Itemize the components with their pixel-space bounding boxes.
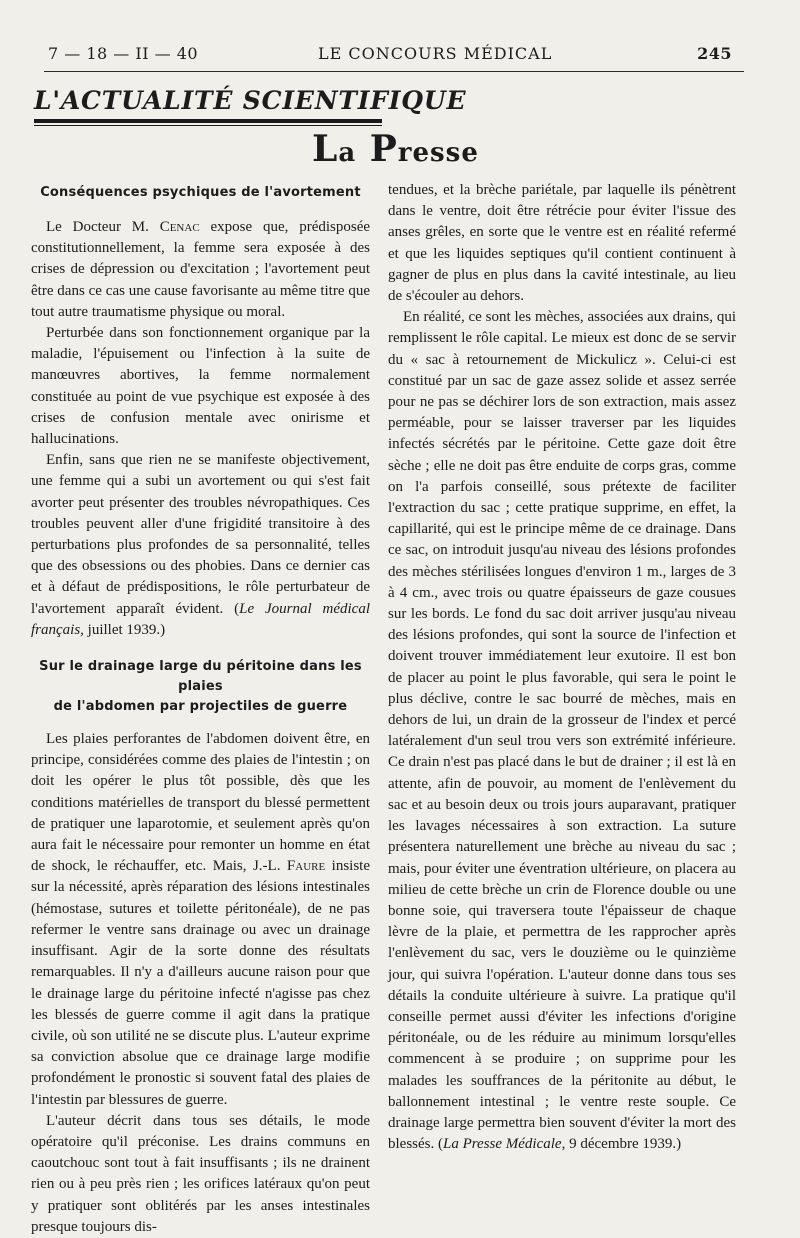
author-name: Faure [286, 858, 326, 875]
section-title: L'ACTUALITÉ SCIENTIFIQUE [34, 86, 467, 115]
paragraph: L'auteur décrit dans tous ses détails, le mode opératoire qu'il préconise. Les drains communs en caoutchouc sont tout à fait insuffisants ; ils ne drainent rien ou à peu près rien ; les orifices latéraux qu'on peut y pratiquer sont oblitérés par les anses intestinales presque toujours dis- [31, 1112, 370, 1235]
paragraph: tendues, et la brèche pariétale, par laquelle ils pénètrent dans le ventre, doit être rétrécie pour éviter l'issue des anses grêles, en sorte que le ventre est en réalité refermé et que les liquides septiques qu'il contient continuent à gagner de plus en plus dans la cavité intestinale, au lieu de s'écouler au dehors. [388, 182, 736, 305]
article-title-drainage: Sur le drainage large du péritoine dans les plaies de l'abdomen par projectiles de guerre [39, 659, 362, 715]
section-rule-thin [34, 125, 382, 126]
author-name: Cenac [159, 219, 200, 235]
section-rule [34, 119, 382, 123]
press-heading: La Presse [312, 128, 479, 170]
paragraph: Le Docteur M. Cenac expose que, prédisposée constitutionnellement, la femme sera exposée à des crises de dépression ou d'excitation ; l'avortement peut être dans ce cas une cause favorisante au même titre que tout autre traumatisme physique ou moral. [31, 219, 371, 320]
page-number: 245 [697, 44, 732, 63]
paragraph: Enfin, sans que rien ne se manifeste objectivement, une femme qui a subi un avortement ou qui s'est fait avorter peut présenter des troubles névropathiques. Ces troubles peuvent aller d'une frigidité transitoire à des perturbations plus profondes de sa personnalité, telles que des obsessions ou des phobies. Dans ce dernier cas et à défaut de prédispositions, le rôle perturbateur de l'avortement apparaît évident. (Le Journal médical français, juillet 1939.) [31, 452, 370, 638]
left-column [31, 183, 370, 1238]
journal-name: LE CONCOURS MÉDICAL [318, 44, 553, 63]
right-column [388, 180, 736, 1155]
paragraph: Les plaies perforantes de l'abdomen doivent être, en principe, considérées comme des plaies de l'intestin ; on doit les opérer le plus tôt possible, dès que les conditions matérielles de transport du blessé permettent de pratiquer une laparotomie, et seulement après qu'on aura fait le nécessaire pour remonter un homme en état de shock, le réchauffer, etc. Mais, J.-L. Faure insiste sur la nécessité, après réparation des lésions intestinales (hémostase, sutures et toilette péritonéale), de ne pas refermer le ventre sans drainage ou avec un drainage insuffisant. Agir de la sorte donne des résultats remarquables. Il n'y a d'ailleurs aucune raison pour que le drainage large du péritoine infecté n'agisse pas chez les blessés de guerre comme il agit dans la pratique civile, où son utilité ne se discute plus. L'auteur exprime sa conviction absolue que ce drainage large modifie profondément le pronostic si souvent fatal des plaies de l'intestin par blessures de guerre. [31, 731, 370, 1108]
header-rule [44, 71, 744, 72]
article-title-avortement: Conséquences psychiques de l'avortement [40, 185, 361, 200]
issue-date: 7 — 18 — II — 40 [48, 44, 199, 63]
source-citation: Le Journal médical français, [31, 600, 370, 638]
paragraph: Perturbée dans son fonctionnement organique par la maladie, l'épuisement ou l'infection à la suite de manœuvres abortives, la femme normalement constituée au point de vue psychique est exposée à des crises de confusion mentale avec onirisme et hallucinations. [31, 325, 370, 448]
running-header [48, 44, 732, 68]
paragraph: En réalité, ce sont les mèches, associées aux drains, qui remplissent le rôle capital. Le mieux est donc de se servir du « sac à retournement de Mickulicz ». Celui-ci est constitué par un sac de gaze assez solide et assez serrée pour ne pas se déchirer lors de son extraction, mais assez perméable, pour se laisser traverser par les liquides infectés sécrétés par le péritoine. Cette gaze doit être sèche ; elle ne doit pas être enduite de corps gras, comme on l'a parfois conseillé, sous prétexte de faciliter l'extraction du sac ; cette pratique supprime, en effet, la capillarité, qui est le principe même de ce drainage. Dans ce sac, on introduit jusqu'au niveau des lésions profondes des mèches stérilisées longues d'environ 1 m., larges de 3 à 4 cm., avec trois ou quatre épaisseurs de gaze cousues sur les bords. Le fond du sac doit arriver jusqu'au niveau des lésions profondes, qui sont la source de l'infection et doivent trouver immédiatement leur exutoire. Il est bon de placer au point le plus favorable, qui sera le point le plus déclive, contre le sac bourré de mèches, mais en dehors de lui, un drain de la grosseur de l'index et percé latéralement d'un seul trou vers son extrémité inférieure. Ce drain n'est pas placé dans le but de drainer ; il est là en attente, afin de pouvoir, au moment de l'enlèvement du sac et au besoin deux ou trois jours auparavant, pratiquer les lavages nécessaires à son extraction. La suture présentera naturellement une brèche au niveau du sac ; mais, pour éviter une éventration ultérieure, on placera au milieu de cette brèche un crin de Florence double ou une bonne soie, qui traversera toute l'épaisseur de chaque lèvre de la plaie, et permettra de les rapprocher après l'enlèvement du sac, vers le douzième ou le quinzième jour, qui suivra l'opération. L'auteur donne dans tous ses détails la conduite ultérieure à suivre. La pratique qu'il conseille permet aussi d'éviter les infections d'origine péritonéale, ou de les réduire au minimum lorsqu'elles commencent à se produire ; on supprime pour les malades les souffrances de la péritonite au début, le ballonnement intestinal ; le ventre reste souple. Ce drainage large permettra bien souvent d'éviter la mort des blessés. (La Presse Médicale, 9 décembre 1939.) [388, 309, 736, 1153]
source-citation: La Presse Médicale, [443, 1136, 566, 1153]
